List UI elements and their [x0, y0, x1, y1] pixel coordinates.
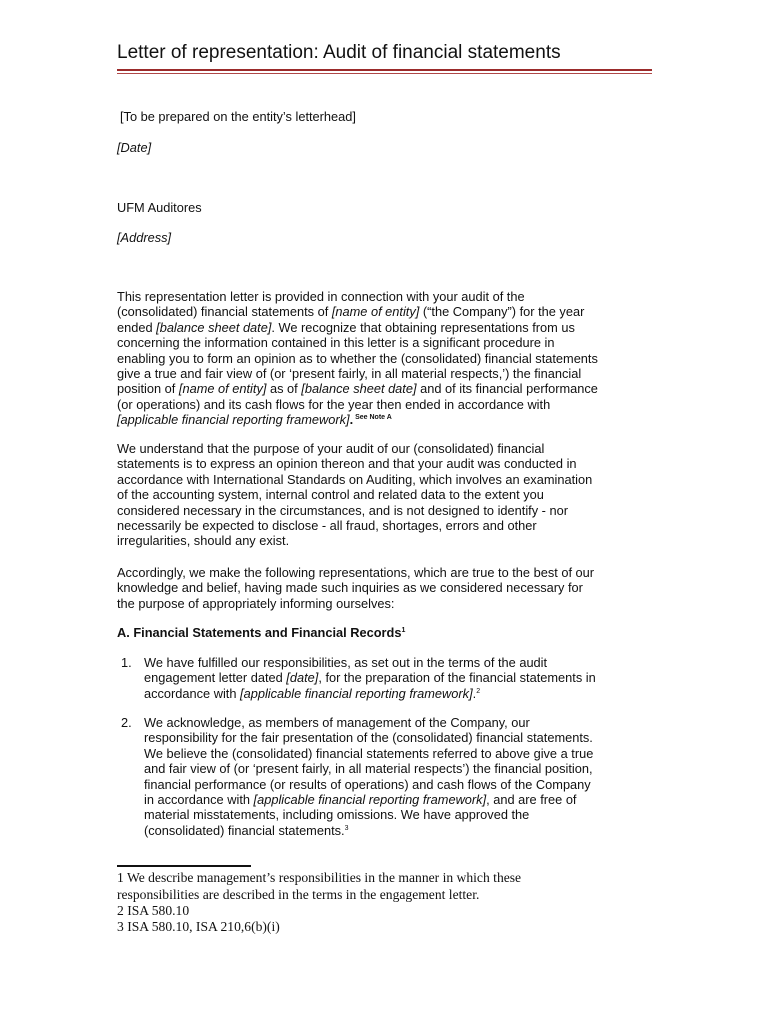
address-placeholder: [Address]	[117, 230, 172, 245]
purpose-paragraph: We understand that the purpose of your audit of our (consolidated) financial statements is to express an opinion thereon and that your audit was conducted in accordance with International Standards on Auditing, which involves an examination of the accounting system, internal control and related data to the extent you considered necessary in the circumstances, and is not designed to identify - nor necessarily be expected to disclose - all fraud, shortages, errors and other irregularities, should any exist.	[117, 441, 593, 549]
representations-paragraph: Accordingly, we make the following representations, which are true to the best of our knowledge and belief, having made such inquiries as we considered necessary for the purpose of appropriately informing ourselves:	[117, 565, 595, 611]
footnote-1: 1 We describe management’s responsibilities in the manner in which these	[117, 870, 522, 885]
title-rule	[117, 69, 652, 71]
recipient-name: UFM Auditores	[117, 200, 202, 215]
intro-paragraph: This representation letter is provided in connection with your audit of the (consolidated) financial statements of [name of entity] (“the Company”) for the year ended [balance sheet date]. We recognize that obtaining representations from us concerning the information contained in this letter is a significant procedure in enabling you to form an opinion as to whether the (consolidated) financial statements give a true and fair view of (or ‘present fairly, in all material respects,’) the financial position of [name of entity] as of [balance sheet date] and of its financial performance (or operations) and its cash flows for the year then ended in accordance with [applicable financial reporting framework]. $^{See Note A}$	[117, 289, 598, 428]
footnote-3: 3 ISA 580.10, ISA 210,6(b)(i)	[117, 919, 280, 934]
see-note-a: See Note A	[353, 414, 392, 422]
title-rule-thin	[117, 73, 652, 74]
letterhead-note: [To be prepared on the entity’s letterhead]	[120, 109, 356, 124]
date-placeholder: [Date]	[117, 140, 152, 155]
footnote-separator	[117, 865, 251, 867]
document-title: Letter of representation: Audit of financial statements	[117, 42, 561, 63]
footnote-2: 2 ISA 580.10	[117, 903, 190, 918]
section-a-heading: A. Financial Statements and Financial Records$^1$	[117, 625, 406, 640]
footnote-1-cont: responsibilities are described in the terms in the engagement letter.	[117, 887, 480, 902]
